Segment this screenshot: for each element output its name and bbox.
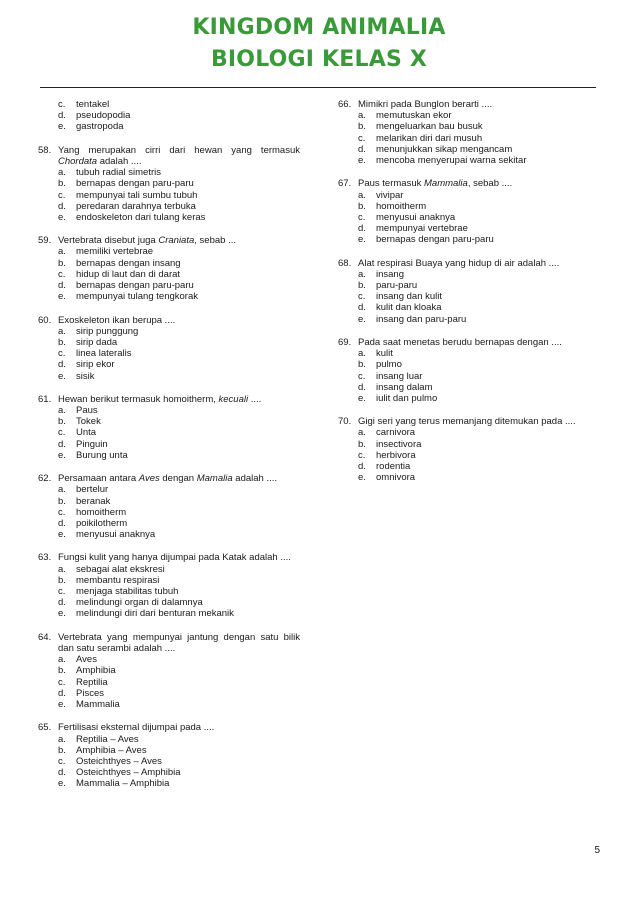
option-text: tentakel: [76, 99, 110, 110]
question-text: [58, 315, 300, 326]
question-66: [338, 99, 600, 166]
answer-option: [38, 654, 300, 665]
answer-option: [38, 496, 300, 507]
question-number: 58.: [38, 144, 52, 156]
answer-option: [338, 280, 600, 291]
answer-option: [338, 133, 600, 144]
option-letter: d.: [358, 381, 366, 393]
question-stem: [38, 394, 300, 405]
option-text: hidup di laut dan di darat: [76, 268, 181, 280]
answer-option: [38, 212, 300, 223]
option-text: insang dan paru-paru: [376, 313, 467, 325]
option-text: bernapas dengan paru-paru: [376, 234, 494, 246]
answer-option: [38, 427, 300, 438]
answer-option: [38, 450, 300, 461]
option-text: bernapas dengan paru-paru: [76, 280, 194, 292]
question-number: 62.: [38, 473, 52, 485]
option-text: mengeluarkan bau busuk: [376, 121, 483, 133]
option-letter: b.: [58, 495, 66, 507]
answer-option: [338, 269, 600, 280]
option-letter: d.: [58, 597, 66, 609]
answer-option: [38, 269, 300, 280]
option-text: Mammalia – Amphibia: [76, 778, 170, 790]
option-letter: e.: [358, 234, 366, 246]
option-text: omnivora: [376, 472, 416, 484]
option-letter: c.: [358, 211, 366, 223]
option-text: carnivora: [376, 427, 416, 439]
question-stem: [338, 337, 600, 348]
option-letter: c.: [358, 449, 366, 461]
option-text: bernapas dengan paru-paru: [76, 178, 194, 190]
question-60: [38, 315, 300, 382]
answer-option: [338, 461, 600, 472]
option-letter: a.: [58, 405, 66, 417]
option-text: insang: [376, 268, 404, 280]
answer-option: [38, 280, 300, 291]
answer-option: [38, 348, 300, 359]
option-text: menunjukkan sikap mengancam: [376, 143, 513, 155]
option-text: gastropoda: [76, 121, 124, 133]
option-letter: e.: [58, 529, 66, 541]
option-text: homoitherm: [76, 506, 127, 518]
answer-option: [38, 416, 300, 427]
option-letter: d.: [358, 461, 366, 473]
option-letter: d.: [58, 110, 66, 122]
question-text-italic: Aves: [138, 473, 160, 485]
option-letter: e.: [58, 121, 66, 133]
answer-option: [338, 314, 600, 325]
option-text: pulmo: [376, 359, 402, 371]
answer-option: [38, 529, 300, 540]
question-number: 59.: [38, 235, 52, 247]
option-letter: c.: [358, 291, 366, 303]
question-number: 70.: [338, 416, 352, 428]
question-59: [38, 235, 300, 302]
option-text: Unta: [76, 427, 97, 439]
answer-option: [38, 745, 300, 756]
option-text: insang dalam: [376, 381, 433, 393]
question-text-part: Mimikri pada Bunglon berarti ....: [358, 99, 493, 110]
option-letter: e.: [58, 211, 66, 223]
question-text: [58, 632, 300, 654]
option-letter: c.: [358, 132, 366, 144]
answer-option: [38, 688, 300, 699]
option-letter: e.: [58, 449, 66, 461]
option-letter: e.: [58, 291, 66, 303]
answer-option: [38, 608, 300, 619]
answer-option: [38, 767, 300, 778]
answer-option: [338, 427, 600, 438]
answer-option: [338, 450, 600, 461]
answer-option: [338, 472, 600, 483]
option-letter: b.: [358, 280, 366, 292]
option-letter: b.: [358, 200, 366, 212]
question-57-continuation: [38, 99, 300, 133]
question-text-part: Yang merupakan cirri dari hewan yang termasuk: [58, 144, 300, 156]
answer-option: [338, 223, 600, 234]
option-text: Burung unta: [76, 449, 128, 461]
option-text: melarikan diri dari musuh: [376, 132, 483, 144]
question-text-part: Exoskeleton ikan berupa ....: [58, 314, 176, 326]
option-text: linea lateralis: [76, 348, 132, 360]
option-letter: c.: [58, 506, 66, 518]
question-text-part: dengan: [159, 473, 197, 485]
option-text: herbivora: [376, 449, 416, 461]
option-letter: e.: [358, 313, 366, 325]
option-text: menyusui anaknya: [76, 529, 156, 541]
option-text: Amphibia: [76, 665, 116, 677]
question-text: [358, 99, 600, 110]
question-text: [358, 337, 600, 348]
option-text: bernapas dengan insang: [76, 257, 181, 269]
answer-option: [38, 359, 300, 370]
question-text: [58, 394, 300, 405]
option-letter: d.: [58, 767, 66, 779]
option-text: Mammalia: [76, 699, 120, 710]
question-58: [38, 145, 300, 223]
option-letter: e.: [58, 778, 66, 790]
answer-option: [338, 234, 600, 245]
answer-option: [38, 756, 300, 767]
answer-option: [338, 212, 600, 223]
answer-option: [338, 371, 600, 382]
question-61: [38, 394, 300, 461]
option-text: sisik: [76, 370, 95, 382]
answer-option: [338, 190, 600, 201]
option-letter: c.: [58, 189, 66, 201]
option-text: menyusui anaknya: [376, 211, 456, 223]
question-number: 68.: [338, 257, 352, 269]
answer-option: [38, 586, 300, 597]
question-65: [38, 722, 300, 789]
question-stem: [38, 722, 300, 733]
question-text: [358, 416, 600, 427]
question-number: 66.: [338, 99, 352, 110]
answer-option: [38, 575, 300, 586]
option-text: memiliki vertebrae: [76, 246, 154, 258]
question-68: [338, 258, 600, 325]
answer-option: [38, 734, 300, 745]
question-stem: [338, 178, 600, 189]
option-letter: b.: [58, 416, 66, 428]
left-questions: [38, 145, 300, 790]
answer-option: [38, 439, 300, 450]
answer-option: [38, 405, 300, 416]
option-letter: d.: [58, 687, 66, 699]
title-kingdom-animalia: KINGDOM ANIMALIA: [192, 15, 446, 40]
option-letter: b.: [58, 257, 66, 269]
option-letter: a.: [58, 484, 66, 496]
answer-option: [38, 178, 300, 189]
answer-option: [338, 201, 600, 212]
right-questions: [338, 99, 600, 483]
question-text-part: Vertebrata disebut juga: [58, 235, 159, 247]
answer-option: [338, 291, 600, 302]
option-text: poikilotherm: [76, 517, 128, 529]
option-letter: b.: [58, 744, 66, 756]
option-letter: c.: [58, 586, 66, 598]
question-text-italic: Craniata: [158, 235, 195, 247]
question-stem: [338, 99, 600, 110]
option-letter: c.: [58, 676, 66, 688]
left-column: [38, 99, 300, 802]
option-text: Osteichthyes – Aves: [76, 755, 162, 767]
question-text-italic: kecuali: [218, 393, 249, 405]
option-letter: b.: [358, 359, 366, 371]
option-letter: d.: [358, 302, 366, 314]
option-text: sirip ekor: [76, 359, 115, 371]
question-stem: [38, 552, 300, 563]
answer-option: [38, 778, 300, 789]
option-letter: a.: [358, 110, 366, 122]
answer-option: [38, 326, 300, 337]
answer-option: [338, 382, 600, 393]
question-text-part: , sebab ...: [194, 235, 237, 247]
question-text: [58, 235, 300, 246]
question-67: [338, 178, 600, 245]
question-text-italic: Mammalia: [424, 178, 468, 190]
question-stem: [38, 473, 300, 484]
question-64: [38, 632, 300, 710]
question-text: [58, 473, 300, 484]
question-text-part: Vertebrata yang mempunyai jantung dengan satu bilik dan satu serambi adalah ....: [58, 631, 300, 654]
option-text: melindungi diri dari benturan mekanik: [76, 608, 234, 620]
question-stem: [38, 235, 300, 246]
question-stem: [338, 416, 600, 427]
option-letter: b.: [58, 336, 66, 348]
question-text-italic: Chordata: [58, 155, 98, 167]
question-number: 63.: [38, 552, 52, 564]
option-letter: e.: [358, 155, 366, 167]
option-letter: e.: [58, 608, 66, 620]
question-text-part: Persamaan antara: [58, 473, 139, 485]
question-number: 61.: [38, 393, 52, 405]
option-text: insang luar: [376, 370, 423, 382]
option-text: Aves: [76, 654, 97, 666]
answer-option: [38, 291, 300, 302]
answer-option: [38, 337, 300, 348]
option-text: mempunyai tali sumbu tubuh: [76, 189, 198, 201]
option-letter: d.: [58, 200, 66, 212]
option-text: Reptilia – Aves: [76, 733, 139, 745]
answer-option: [38, 258, 300, 269]
option-text: Osteichthyes – Amphibia: [76, 767, 181, 779]
answer-option: [38, 167, 300, 178]
option-letter: c.: [358, 370, 366, 382]
answer-option: [338, 302, 600, 313]
answer-option: [338, 393, 600, 404]
option-letter: d.: [58, 359, 66, 371]
question-number: 60.: [38, 314, 52, 326]
option-letter: b.: [58, 574, 66, 586]
option-letter: d.: [58, 517, 66, 529]
question-62: [38, 473, 300, 540]
option-text: paru-paru: [376, 280, 418, 292]
option-letter: c.: [58, 348, 66, 360]
question-text-part: adalah ....: [97, 155, 142, 167]
question-text: [58, 552, 300, 563]
question-text-part: , sebab ....: [467, 178, 513, 190]
option-text: Pisces: [76, 687, 104, 699]
question-text-part: Gigi seri yang terus memanjang ditemukan pada ....: [358, 416, 576, 428]
answer-option: [338, 144, 600, 155]
option-letter: e.: [358, 472, 366, 484]
option-text: melindungi organ di dalamnya: [76, 597, 203, 609]
option-letter: a.: [58, 733, 66, 745]
answer-option: [338, 439, 600, 450]
option-text: bertelur: [76, 484, 109, 496]
question-text: [58, 145, 300, 167]
option-text: kulit: [376, 348, 393, 360]
option-letter: b.: [58, 665, 66, 677]
question-number: 67.: [338, 178, 352, 190]
header-divider: [40, 87, 596, 88]
title-biologi-kelas: BIOLOGI KELAS X: [210, 47, 428, 72]
option-letter: b.: [58, 178, 66, 190]
answer-option: [38, 518, 300, 529]
answer-option: [38, 507, 300, 518]
option-letter: a.: [58, 246, 66, 258]
question-text-part: Alat respirasi Buaya yang hidup di air adalah ....: [358, 257, 560, 269]
question-text-part: Fungsi kulit yang hanya dijumpai pada Katak adalah ....: [58, 552, 291, 564]
option-letter: a.: [58, 654, 66, 666]
question-text-part: Hewan berikut termasuk homoitherm,: [58, 393, 219, 405]
option-letter: c.: [58, 427, 66, 439]
question-69: [338, 337, 600, 404]
option-text: Pinguin: [76, 438, 108, 450]
option-text: sebagai alat ekskresi: [76, 563, 165, 575]
answer-option: [38, 564, 300, 575]
option-letter: e.: [58, 699, 66, 710]
answer-option: [38, 246, 300, 257]
option-text: Reptilia: [76, 676, 108, 688]
option-letter: a.: [58, 167, 66, 179]
option-text: beranak: [76, 495, 111, 507]
option-letter: d.: [58, 438, 66, 450]
option-letter: d.: [58, 280, 66, 292]
option-letter: c.: [58, 755, 66, 767]
option-text: memutuskan ekor: [376, 110, 452, 122]
option-letter: a.: [358, 189, 366, 201]
option-text: menjaga stabilitas tubuh: [76, 586, 179, 598]
question-stem: [38, 632, 300, 654]
answer-option: [338, 155, 600, 166]
answer-option: [38, 190, 300, 201]
option-letter: b.: [358, 438, 366, 450]
question-stem: [338, 258, 600, 269]
option-text: mencoba menyerupai warna sekitar: [376, 155, 527, 167]
answer-option: [38, 699, 300, 710]
question-number: 65.: [38, 722, 52, 734]
option-text: kulit dan kloaka: [376, 302, 442, 314]
question-text-part: Fertilisasi eksternal dijumpai pada ....: [58, 722, 215, 734]
question-number: 64.: [38, 631, 52, 643]
answer-option: [38, 665, 300, 676]
page-header: [0, 12, 638, 76]
answer-option: [338, 348, 600, 359]
option-letter: e.: [58, 370, 66, 382]
question-text-italic: Mamalia: [196, 473, 233, 485]
option-text: Tokek: [76, 416, 101, 428]
option-letter: b.: [358, 121, 366, 133]
option-text: mempunyai tulang tengkorak: [76, 291, 198, 303]
question-text-part: adalah ....: [232, 473, 278, 485]
option-letter: a.: [358, 427, 366, 439]
question-number: 69.: [338, 336, 352, 348]
option-text: membantu respirasi: [76, 574, 160, 586]
option-text: insang dan kulit: [376, 291, 443, 303]
option-letter: d.: [358, 143, 366, 155]
question-text-part: Paus termasuk: [358, 178, 424, 190]
option-text: pseudopodia: [76, 110, 131, 122]
question-text: [58, 722, 300, 733]
option-text: endoskeleton dari tulang keras: [76, 211, 206, 223]
option-letter: c.: [58, 99, 66, 110]
option-letter: a.: [358, 268, 366, 280]
option-text: tubuh radial simetris: [76, 167, 162, 179]
option-text: mempunyai vertebrae: [376, 223, 468, 235]
option-text: sirip dada: [76, 336, 118, 348]
option-letter: a.: [58, 325, 66, 337]
answer-option: [338, 121, 600, 132]
option-letter: e.: [358, 392, 366, 404]
option-text: iulit dan pulmo: [376, 392, 438, 404]
option-letter: d.: [358, 223, 366, 235]
right-column: [338, 99, 600, 496]
option-text: insectivora: [376, 438, 422, 450]
question-text: [358, 178, 600, 189]
answer-option: [38, 110, 300, 121]
option-letter: a.: [358, 348, 366, 360]
question-stem: [38, 315, 300, 326]
answer-option: [38, 597, 300, 608]
question-70: [338, 416, 600, 483]
option-letter: c.: [58, 268, 66, 280]
question-text: [358, 258, 600, 269]
option-text: sirip punggung: [76, 325, 139, 337]
answer-option: [338, 110, 600, 121]
question-text-part: Pada saat menetas berudu bernapas dengan ....: [358, 336, 562, 348]
answer-option: [338, 359, 600, 370]
option-text: vivipar: [376, 189, 404, 201]
question-63: [38, 552, 300, 619]
question-stem: [38, 145, 300, 167]
question-text-part: ....: [248, 393, 262, 405]
answer-option: [38, 371, 300, 382]
option-letter: a.: [58, 563, 66, 575]
option-text: peredaran darahnya terbuka: [76, 200, 196, 212]
option-text: Paus: [76, 405, 98, 417]
answer-option: [38, 201, 300, 212]
option-text: rodentia: [376, 461, 411, 473]
answer-option: [38, 677, 300, 688]
answer-option: [38, 121, 300, 132]
answer-option: [38, 484, 300, 495]
page-number: 5: [594, 845, 600, 856]
option-text: homoitherm: [376, 200, 427, 212]
option-text: Amphibia – Aves: [76, 744, 147, 756]
answer-option: [38, 99, 300, 110]
